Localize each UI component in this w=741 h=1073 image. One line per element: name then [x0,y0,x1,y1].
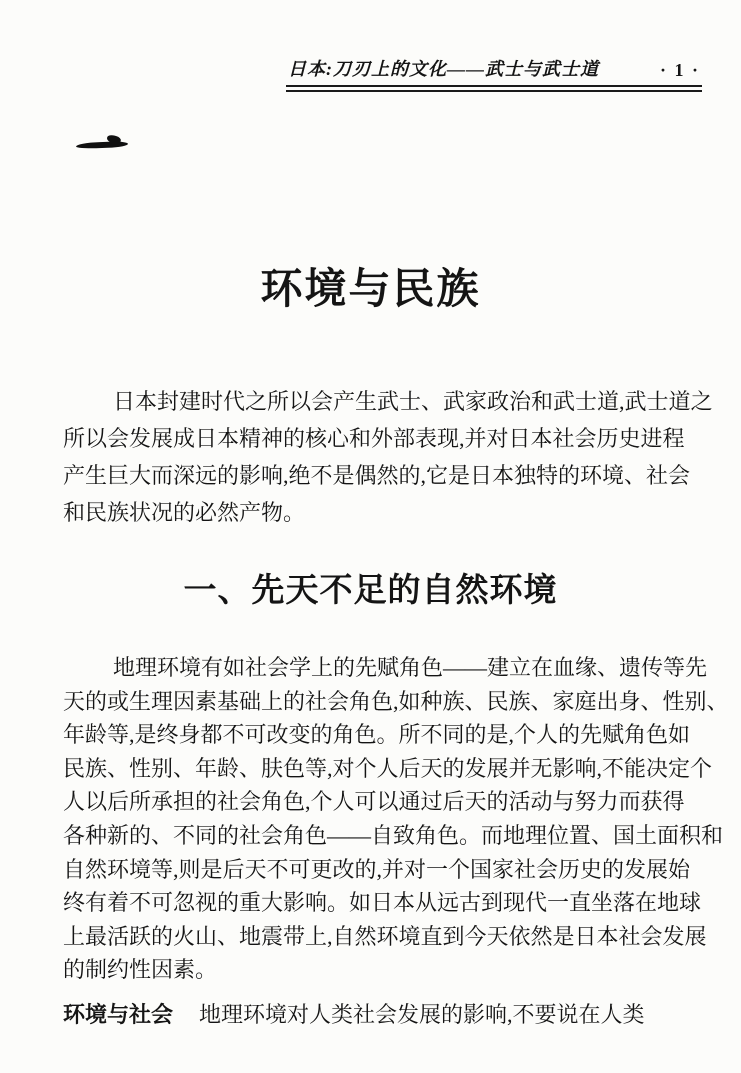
text-line: 产生巨大而深远的影响,绝不是偶然的,它是日本独特的环境、社会 [63,463,691,488]
page-number: · 1 · [659,60,700,80]
text-line: 上最活跃的火山、地震带上,自然环境直到今天依然是日本社会发展 [63,923,707,949]
text-line: 民族、性别、年龄、肤色等,对个人后天的发展并无影响,不能决定个 [63,755,713,781]
runin-text: 地理环境对人类社会发展的影响,不要说在人类 [199,1002,645,1027]
text-line: 的制约性因素。 [63,957,218,983]
text-line: 人以后所承担的社会角色,个人可以通过后天的活动与努力而获得 [63,789,685,815]
text-line: 终有着不可忽视的重大影响。如日本从远古到现代一直坐落在地球 [63,890,702,916]
section-paragraph [63,651,729,987]
text-line: 和民族状况的必然产物。 [63,500,306,525]
text-line: 所以会发展成日本精神的核心和外部表现,并对日本社会历史进程 [63,426,685,451]
section-heading: 一、先天不足的自然环境 [183,573,558,609]
text-line: 年龄等,是终身都不可改变的角色。所不同的是,个人的先赋角色如 [63,722,691,748]
running-header-text [286,55,702,85]
chapter-title: 环境与民族 [260,267,481,313]
header-double-rule [286,85,702,92]
runin-paragraph [63,998,645,1032]
text-line: 各种新的、不同的社会角色——自致角色。而地理位置、国土面积和 [63,822,724,848]
text-line: 自然环境等,则是后天不可更改的,并对一个国家社会历史的发展始 [63,856,691,882]
text-line: 地理环境有如社会学上的先赋角色——建立在血缘、遗传等先 [113,655,708,680]
text-line: 天的或生理因素基础上的社会角色,如种族、民族、家庭出身、性别、 [63,688,729,714]
text-line: 日本封建时代之所以会产生武士、武家政治和武士道,武士道之 [113,389,713,414]
intro-paragraph [63,383,713,531]
runin-subheading: 环境与社会 [63,1002,174,1027]
ink-smudge-artifact [76,141,128,149]
running-header-title: 日本:刀刃上的文化——武士与武士道 [288,59,599,79]
running-header [286,55,702,92]
